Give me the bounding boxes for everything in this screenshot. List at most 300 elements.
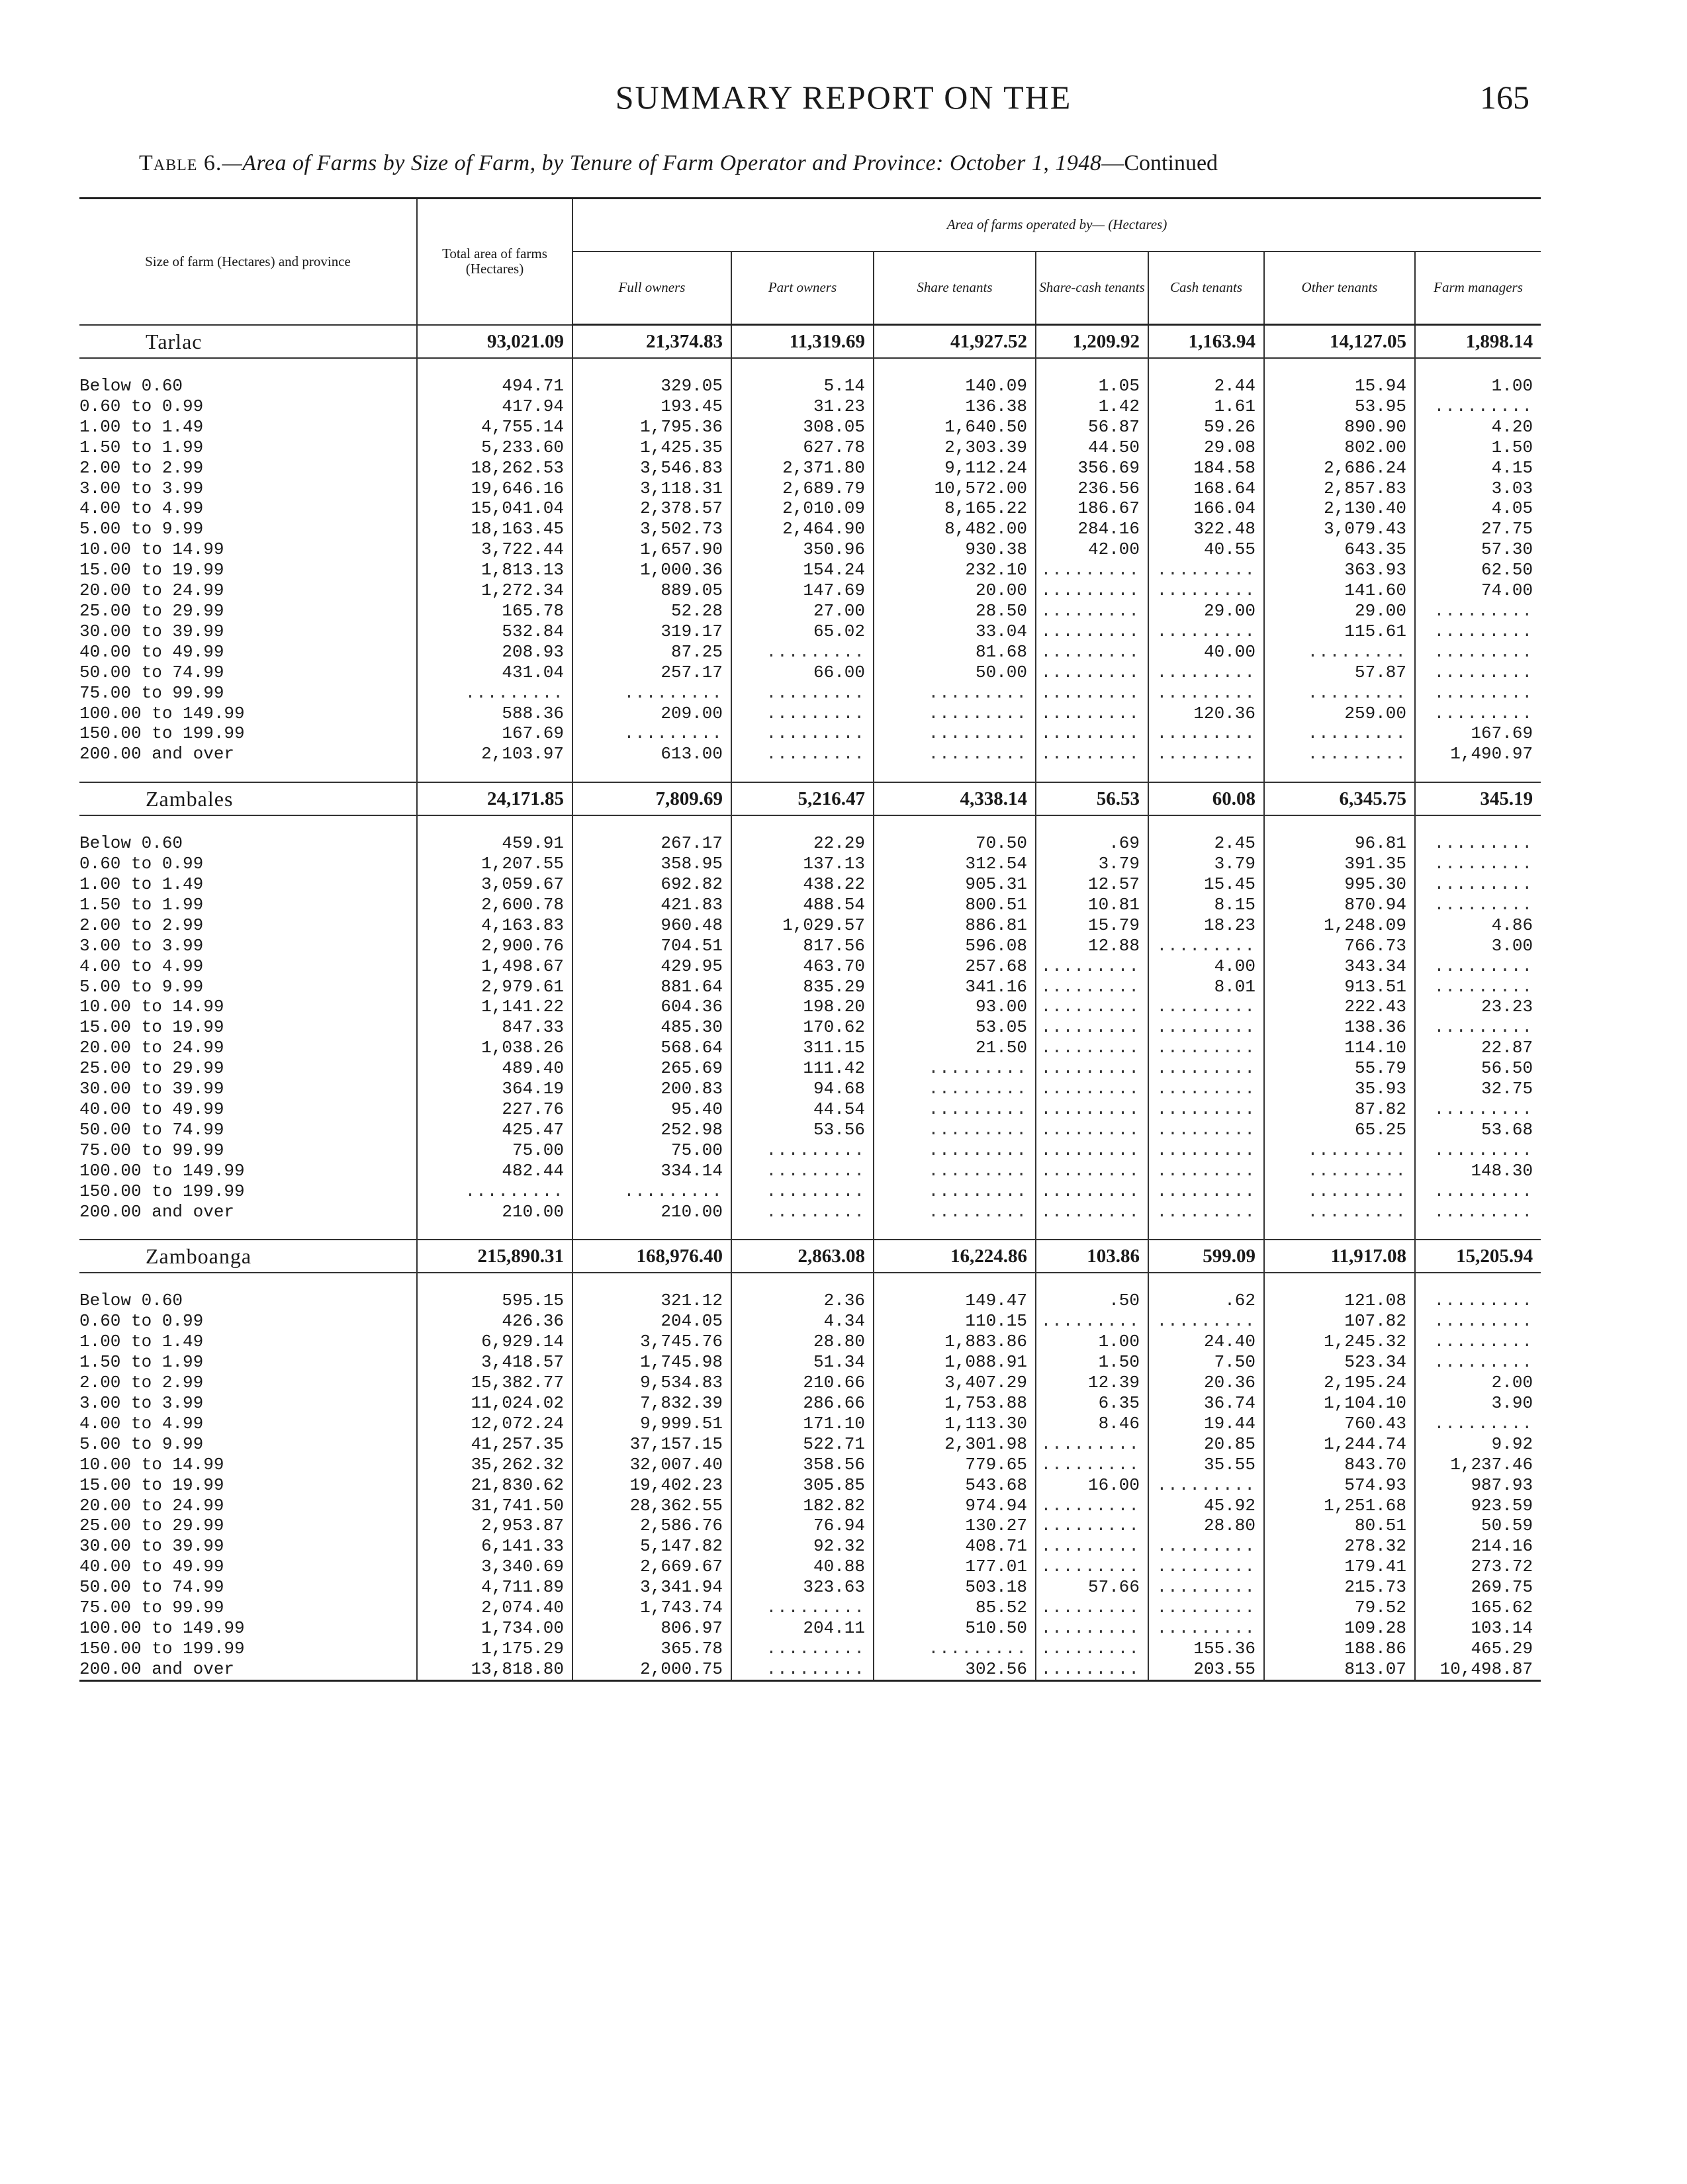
value-cell: 1,883.86 bbox=[874, 1332, 1036, 1352]
value-cell: 334.14 bbox=[572, 1161, 731, 1181]
value-cell: 28.50 bbox=[874, 601, 1036, 621]
empty-cell: ......... bbox=[1148, 723, 1264, 744]
value-cell: 141.60 bbox=[1264, 580, 1415, 601]
empty-cell: ......... bbox=[731, 1181, 874, 1202]
spacer-row bbox=[79, 764, 1541, 782]
value-cell: 9,112.24 bbox=[874, 458, 1036, 478]
empty-cell: ......... bbox=[1415, 956, 1541, 977]
empty-cell: ......... bbox=[572, 1181, 731, 1202]
value-cell: 3,118.31 bbox=[572, 478, 731, 499]
table-row bbox=[79, 478, 1541, 499]
value-cell: 4.34 bbox=[731, 1311, 874, 1332]
size-class-label: 1.00 to 1.49 bbox=[79, 416, 204, 437]
empty-cell: ......... bbox=[1148, 1557, 1264, 1577]
value-cell: 121.08 bbox=[1264, 1291, 1415, 1311]
spacer-cell bbox=[1148, 1273, 1264, 1291]
value-cell: 259.00 bbox=[1264, 704, 1415, 724]
value-cell: 4.20 bbox=[1415, 417, 1541, 437]
empty-cell: ......... bbox=[1148, 580, 1264, 601]
value-cell: 692.82 bbox=[572, 874, 731, 895]
value-cell: 9.92 bbox=[1415, 1434, 1541, 1455]
value-cell: 8.46 bbox=[1036, 1414, 1148, 1434]
value-cell: 482.44 bbox=[417, 1161, 572, 1181]
value-cell: 1,245.32 bbox=[1264, 1332, 1415, 1352]
value-cell: 15,382.77 bbox=[417, 1373, 572, 1393]
value-cell: 3,418.57 bbox=[417, 1352, 572, 1373]
value-cell: 1,088.91 bbox=[874, 1352, 1036, 1373]
value-cell: 4,755.14 bbox=[417, 417, 572, 437]
table-title bbox=[139, 151, 1218, 176]
value-cell: 523.34 bbox=[1264, 1352, 1415, 1373]
province-name: Zambales bbox=[79, 782, 417, 815]
empty-cell: ......... bbox=[1264, 1140, 1415, 1161]
value-cell: 1.50 bbox=[1415, 437, 1541, 458]
empty-cell: ......... bbox=[1148, 1079, 1264, 1099]
page-header bbox=[0, 78, 1687, 131]
table-row bbox=[79, 1496, 1541, 1516]
value-cell: 22.29 bbox=[731, 833, 874, 854]
value-cell: 18,163.45 bbox=[417, 519, 572, 539]
value-cell: 57.87 bbox=[1264, 662, 1415, 683]
province-total-cell: 1,163.94 bbox=[1148, 325, 1264, 359]
empty-cell: ......... bbox=[1036, 1311, 1148, 1332]
value-cell: 532.84 bbox=[417, 621, 572, 642]
value-cell: 56.87 bbox=[1036, 417, 1148, 437]
empty-cell: ......... bbox=[1148, 1181, 1264, 1202]
value-cell: 802.00 bbox=[1264, 437, 1415, 458]
value-cell: 286.66 bbox=[731, 1393, 874, 1414]
value-cell: 110.15 bbox=[874, 1311, 1036, 1332]
value-cell: 19.44 bbox=[1148, 1414, 1264, 1434]
province-total-cell: 168,976.40 bbox=[572, 1240, 731, 1273]
empty-cell: ......... bbox=[731, 1639, 874, 1659]
value-cell: 5,147.82 bbox=[572, 1536, 731, 1557]
value-cell: 269.75 bbox=[1415, 1577, 1541, 1598]
spacer-cell bbox=[731, 815, 874, 833]
province-total-cell: 14,127.05 bbox=[1264, 325, 1415, 359]
value-cell: 267.17 bbox=[572, 833, 731, 854]
value-cell: 278.32 bbox=[1264, 1536, 1415, 1557]
value-cell: 79.52 bbox=[1264, 1598, 1415, 1618]
empty-cell: ......... bbox=[874, 1058, 1036, 1079]
size-class-label: 1.50 to 1.99 bbox=[79, 1352, 204, 1373]
table-body bbox=[79, 325, 1541, 1681]
value-cell: 438.22 bbox=[731, 874, 874, 895]
value-cell: 2,900.76 bbox=[417, 936, 572, 956]
value-cell: 417.94 bbox=[417, 396, 572, 417]
size-class-label: 1.00 to 1.49 bbox=[79, 1332, 204, 1352]
value-cell: 147.69 bbox=[731, 580, 874, 601]
spacer-cell bbox=[874, 1273, 1036, 1291]
value-cell: 3,502.73 bbox=[572, 519, 731, 539]
empty-cell: ......... bbox=[1148, 683, 1264, 704]
value-cell: 835.29 bbox=[731, 977, 874, 997]
value-cell: 35,262.32 bbox=[417, 1455, 572, 1475]
empty-cell: ......... bbox=[1148, 1058, 1264, 1079]
value-cell: 1,795.36 bbox=[572, 417, 731, 437]
value-cell: 29.08 bbox=[1148, 437, 1264, 458]
size-class-label: 1.00 to 1.49 bbox=[79, 874, 204, 895]
empty-cell: ......... bbox=[1036, 1202, 1148, 1222]
value-cell: 459.91 bbox=[417, 833, 572, 854]
value-cell: 1,113.30 bbox=[874, 1414, 1036, 1434]
value-cell: 65.02 bbox=[731, 621, 874, 642]
empty-cell: ......... bbox=[1264, 1202, 1415, 1222]
value-cell: 1,272.34 bbox=[417, 580, 572, 601]
size-class-label: 30.00 to 39.99 bbox=[79, 1079, 224, 1099]
value-cell: 1,490.97 bbox=[1415, 744, 1541, 764]
value-cell: 9,999.51 bbox=[572, 1414, 731, 1434]
spacer-cell bbox=[1148, 358, 1264, 376]
size-class-label: 200.00 and over bbox=[79, 1659, 417, 1680]
table-row bbox=[79, 642, 1541, 662]
spacer-cell bbox=[731, 358, 874, 376]
value-cell: 960.48 bbox=[572, 915, 731, 936]
value-cell: 109.28 bbox=[1264, 1618, 1415, 1639]
spacer-cell bbox=[874, 358, 1036, 376]
empty-cell: ......... bbox=[1415, 1017, 1541, 1038]
value-cell: 232.10 bbox=[874, 560, 1036, 580]
size-class-label: 30.00 to 39.99 bbox=[79, 621, 224, 641]
spacer-cell bbox=[874, 764, 1036, 782]
table-row bbox=[79, 1017, 1541, 1038]
province-total-cell: 599.09 bbox=[1148, 1240, 1264, 1273]
value-cell: 50.00 bbox=[874, 662, 1036, 683]
value-cell: 74.00 bbox=[1415, 580, 1541, 601]
spacer-cell bbox=[1415, 358, 1541, 376]
size-class-label: 25.00 to 29.99 bbox=[79, 1058, 224, 1079]
value-cell: 40.00 bbox=[1148, 642, 1264, 662]
value-cell: 1,425.35 bbox=[572, 437, 731, 458]
empty-cell: ......... bbox=[874, 1161, 1036, 1181]
value-cell: 92.32 bbox=[731, 1536, 874, 1557]
running-head: SUMMARY REPORT ON THE bbox=[615, 79, 1072, 116]
value-cell: 1,251.68 bbox=[1264, 1496, 1415, 1516]
col-header-share-cash-tenants: Share-cash tenants bbox=[1036, 251, 1148, 325]
empty-cell: ......... bbox=[1148, 1598, 1264, 1618]
size-class-label: 15.00 to 19.99 bbox=[79, 1017, 224, 1038]
table-row bbox=[79, 1352, 1541, 1373]
value-cell: 18,262.53 bbox=[417, 458, 572, 478]
empty-cell: ......... bbox=[1264, 723, 1415, 744]
value-cell: 643.35 bbox=[1264, 539, 1415, 560]
page-number: 165 bbox=[1480, 79, 1529, 116]
empty-cell: ......... bbox=[1415, 1311, 1541, 1332]
value-cell: 2,074.40 bbox=[417, 1598, 572, 1618]
value-cell: 817.56 bbox=[731, 936, 874, 956]
spacer-cell bbox=[79, 764, 417, 782]
province-total-cell: 1,209.92 bbox=[1036, 325, 1148, 359]
size-class-label: 1.50 to 1.99 bbox=[79, 437, 204, 457]
value-cell: 115.61 bbox=[1264, 621, 1415, 642]
value-cell: 8,165.22 bbox=[874, 498, 1036, 519]
empty-cell: ......... bbox=[1036, 1455, 1148, 1475]
value-cell: 1.42 bbox=[1036, 396, 1148, 417]
value-cell: 136.38 bbox=[874, 396, 1036, 417]
empty-cell: ......... bbox=[1415, 662, 1541, 683]
value-cell: 59.26 bbox=[1148, 417, 1264, 437]
empty-cell: ......... bbox=[874, 1202, 1036, 1222]
value-cell: 494.71 bbox=[417, 376, 572, 396]
table-row bbox=[79, 1202, 1541, 1222]
province-total-cell: 24,171.85 bbox=[417, 782, 572, 815]
table-row bbox=[79, 1291, 1541, 1311]
value-cell: 881.64 bbox=[572, 977, 731, 997]
value-cell: 52.28 bbox=[572, 601, 731, 621]
value-cell: 200.83 bbox=[572, 1079, 731, 1099]
value-cell: 4,163.83 bbox=[417, 915, 572, 936]
value-cell: 21.50 bbox=[874, 1038, 1036, 1058]
empty-cell: ......... bbox=[1036, 1598, 1148, 1618]
empty-cell: ......... bbox=[1148, 1577, 1264, 1598]
value-cell: 204.05 bbox=[572, 1311, 731, 1332]
province-total-cell: 56.53 bbox=[1036, 782, 1148, 815]
empty-cell: ......... bbox=[874, 744, 1036, 764]
size-class-label: Below 0.60 bbox=[79, 1291, 183, 1311]
value-cell: 760.43 bbox=[1264, 1414, 1415, 1434]
value-cell: 24.40 bbox=[1148, 1332, 1264, 1352]
value-cell: 3,341.94 bbox=[572, 1577, 731, 1598]
value-cell: 53.05 bbox=[874, 1017, 1036, 1038]
empty-cell: ......... bbox=[731, 1140, 874, 1161]
value-cell: 236.56 bbox=[1036, 478, 1148, 499]
table-row bbox=[79, 417, 1541, 437]
value-cell: 70.50 bbox=[874, 833, 1036, 854]
province-total-row bbox=[79, 782, 1541, 815]
value-cell: 425.47 bbox=[417, 1120, 572, 1140]
table-row bbox=[79, 560, 1541, 580]
province-total-cell: 15,205.94 bbox=[1415, 1240, 1541, 1273]
empty-cell: ......... bbox=[1415, 683, 1541, 704]
empty-cell: ......... bbox=[1036, 704, 1148, 724]
table-row bbox=[79, 1475, 1541, 1496]
table-row bbox=[79, 376, 1541, 396]
empty-cell: ......... bbox=[417, 1181, 572, 1202]
province-total-row bbox=[79, 325, 1541, 359]
col-header-part-owners: Part owners bbox=[731, 251, 874, 325]
table-row bbox=[79, 437, 1541, 458]
value-cell: 198.20 bbox=[731, 997, 874, 1017]
col-header-share-tenants: Share tenants bbox=[874, 251, 1036, 325]
value-cell: 350.96 bbox=[731, 539, 874, 560]
empty-cell: ......... bbox=[1148, 1120, 1264, 1140]
empty-cell: ......... bbox=[572, 723, 731, 744]
empty-cell: ......... bbox=[572, 683, 731, 704]
size-class-label: Below 0.60 bbox=[79, 376, 183, 396]
spacer-cell bbox=[1036, 764, 1148, 782]
value-cell: 168.64 bbox=[1148, 478, 1264, 499]
empty-cell: ......... bbox=[1148, 662, 1264, 683]
empty-cell: ......... bbox=[1036, 601, 1148, 621]
empty-cell: ......... bbox=[1264, 642, 1415, 662]
value-cell: 813.07 bbox=[1264, 1659, 1415, 1680]
size-class-label: 200.00 and over bbox=[79, 744, 235, 764]
empty-cell: ......... bbox=[874, 1639, 1036, 1659]
stub-header: Size of farm (Hectares) and province bbox=[79, 199, 417, 325]
value-cell: 3.03 bbox=[1415, 478, 1541, 499]
value-cell: 138.36 bbox=[1264, 1017, 1415, 1038]
col-header-farm-managers: Farm managers bbox=[1415, 251, 1541, 325]
value-cell: 843.70 bbox=[1264, 1455, 1415, 1475]
empty-cell: ......... bbox=[1036, 642, 1148, 662]
value-cell: 2.45 bbox=[1148, 833, 1264, 854]
empty-cell: ......... bbox=[1036, 1038, 1148, 1058]
size-class-label: 3.00 to 3.99 bbox=[79, 935, 204, 956]
value-cell: 37,157.15 bbox=[572, 1434, 731, 1455]
value-cell: .50 bbox=[1036, 1291, 1148, 1311]
operator-group-header: Area of farms operated by— (Hectares) bbox=[572, 199, 1541, 252]
spacer-cell bbox=[874, 1222, 1036, 1240]
value-cell: 431.04 bbox=[417, 662, 572, 683]
value-cell: 96.81 bbox=[1264, 833, 1415, 854]
empty-cell: ......... bbox=[1415, 833, 1541, 854]
value-cell: 51.34 bbox=[731, 1352, 874, 1373]
empty-cell: ......... bbox=[1415, 1332, 1541, 1352]
size-class-label: 2.00 to 2.99 bbox=[79, 457, 204, 478]
value-cell: 2,000.75 bbox=[572, 1659, 731, 1680]
empty-cell: ......... bbox=[1036, 1516, 1148, 1536]
table-row bbox=[79, 396, 1541, 417]
value-cell: 15.45 bbox=[1148, 874, 1264, 895]
table-row bbox=[79, 1659, 1541, 1680]
value-cell: 27.75 bbox=[1415, 519, 1541, 539]
table-row bbox=[79, 1516, 1541, 1536]
size-class-label: 0.60 to 0.99 bbox=[79, 854, 204, 874]
value-cell: 1.00 bbox=[1036, 1332, 1148, 1352]
value-cell: 2,010.09 bbox=[731, 498, 874, 519]
empty-cell: ......... bbox=[1415, 601, 1541, 621]
spacer-cell bbox=[79, 358, 417, 376]
size-class-label: 0.60 to 0.99 bbox=[79, 396, 204, 416]
value-cell: 273.72 bbox=[1415, 1557, 1541, 1577]
col-header-cash-tenants: Cash tenants bbox=[1148, 251, 1264, 325]
size-class-label: 3.00 to 3.99 bbox=[79, 478, 204, 498]
empty-cell: ......... bbox=[731, 1659, 874, 1680]
empty-cell: ......... bbox=[1036, 1140, 1148, 1161]
table-row bbox=[79, 854, 1541, 874]
value-cell: 311.15 bbox=[731, 1038, 874, 1058]
empty-cell: ......... bbox=[1148, 997, 1264, 1017]
value-cell: 87.25 bbox=[572, 642, 731, 662]
col-header-other-tenants: Other tenants bbox=[1264, 251, 1415, 325]
empty-cell: ......... bbox=[731, 704, 874, 724]
size-class-label: 40.00 to 49.99 bbox=[79, 1099, 224, 1119]
value-cell: 1.05 bbox=[1036, 376, 1148, 396]
table-row bbox=[79, 539, 1541, 560]
value-cell: 215.73 bbox=[1264, 1577, 1415, 1598]
value-cell: 1,743.74 bbox=[572, 1598, 731, 1618]
value-cell: 182.82 bbox=[731, 1496, 874, 1516]
spacer-row bbox=[79, 815, 1541, 833]
empty-cell: ......... bbox=[1036, 1099, 1148, 1120]
value-cell: 35.93 bbox=[1264, 1079, 1415, 1099]
value-cell: 1.50 bbox=[1036, 1352, 1148, 1373]
value-cell: 107.82 bbox=[1264, 1311, 1415, 1332]
table-row bbox=[79, 1140, 1541, 1161]
size-class-label: 4.00 to 4.99 bbox=[79, 498, 204, 519]
value-cell: 358.56 bbox=[731, 1455, 874, 1475]
value-cell: 358.95 bbox=[572, 854, 731, 874]
value-cell: 488.54 bbox=[731, 895, 874, 915]
empty-cell: ......... bbox=[1036, 1659, 1148, 1680]
province-total-cell: 21,374.83 bbox=[572, 325, 731, 359]
empty-cell: ......... bbox=[1036, 1639, 1148, 1659]
value-cell: 1,734.00 bbox=[417, 1618, 572, 1639]
value-cell: 889.05 bbox=[572, 580, 731, 601]
size-class-label: Below 0.60 bbox=[79, 833, 183, 854]
value-cell: 7,832.39 bbox=[572, 1393, 731, 1414]
table-row bbox=[79, 1393, 1541, 1414]
spacer-cell bbox=[417, 1273, 572, 1291]
value-cell: 13,818.80 bbox=[417, 1659, 572, 1680]
spacer-cell bbox=[1036, 1273, 1148, 1291]
value-cell: 806.97 bbox=[572, 1618, 731, 1639]
table-row bbox=[79, 723, 1541, 744]
size-class-label: 100.00 to 149.99 bbox=[79, 1160, 245, 1181]
size-class-label: 4.00 to 4.99 bbox=[79, 956, 204, 976]
size-class-label: 10.00 to 14.99 bbox=[79, 1454, 224, 1475]
table-row bbox=[79, 833, 1541, 854]
value-cell: 503.18 bbox=[874, 1577, 1036, 1598]
province-total-cell: 345.19 bbox=[1415, 782, 1541, 815]
empty-cell: ......... bbox=[1148, 1618, 1264, 1639]
table-description: —Area of Farms by Size of Farm, by Tenure of Farm Operator and Province: October 1, 1948 bbox=[222, 151, 1102, 175]
total-area-header: Total area of farms (Hectares) bbox=[417, 199, 572, 325]
size-class-label: 200.00 and over bbox=[79, 1201, 235, 1222]
value-cell: 20.85 bbox=[1148, 1434, 1264, 1455]
size-class-label: 50.00 to 74.99 bbox=[79, 1119, 224, 1140]
table-row bbox=[79, 662, 1541, 683]
empty-cell: ......... bbox=[1148, 936, 1264, 956]
table-row bbox=[79, 704, 1541, 724]
value-cell: 302.56 bbox=[874, 1659, 1036, 1680]
value-cell: 167.69 bbox=[1415, 723, 1541, 744]
empty-cell: ......... bbox=[1415, 1291, 1541, 1311]
value-cell: 329.05 bbox=[572, 376, 731, 396]
spacer-cell bbox=[572, 815, 731, 833]
value-cell: 65.25 bbox=[1264, 1120, 1415, 1140]
size-class-label: 25.00 to 29.99 bbox=[79, 1516, 224, 1536]
empty-cell: ......... bbox=[1148, 1099, 1264, 1120]
value-cell: 19,402.23 bbox=[572, 1475, 731, 1496]
spacer-cell bbox=[417, 1222, 572, 1240]
size-class-label: 4.00 to 4.99 bbox=[79, 1413, 204, 1433]
value-cell: 55.79 bbox=[1264, 1058, 1415, 1079]
table-label: Table 6. bbox=[139, 151, 222, 175]
empty-cell: ......... bbox=[1036, 997, 1148, 1017]
value-cell: 905.31 bbox=[874, 874, 1036, 895]
table-row bbox=[79, 498, 1541, 519]
value-cell: 6.35 bbox=[1036, 1393, 1148, 1414]
value-cell: 148.30 bbox=[1415, 1161, 1541, 1181]
value-cell: 2,586.76 bbox=[572, 1516, 731, 1536]
table-row bbox=[79, 744, 1541, 764]
province-total-row bbox=[79, 1240, 1541, 1273]
table-row bbox=[79, 1038, 1541, 1058]
table-row bbox=[79, 1332, 1541, 1352]
empty-cell: ......... bbox=[1148, 621, 1264, 642]
empty-cell: ......... bbox=[874, 723, 1036, 744]
value-cell: 204.11 bbox=[731, 1618, 874, 1639]
province-total-cell: 103.86 bbox=[1036, 1240, 1148, 1273]
value-cell: 149.47 bbox=[874, 1291, 1036, 1311]
value-cell: 1.00 bbox=[1415, 376, 1541, 396]
value-cell: 10.81 bbox=[1036, 895, 1148, 915]
empty-cell: ......... bbox=[874, 1079, 1036, 1099]
table-row bbox=[79, 1557, 1541, 1577]
empty-cell: ......... bbox=[1036, 683, 1148, 704]
spacer-cell bbox=[79, 815, 417, 833]
